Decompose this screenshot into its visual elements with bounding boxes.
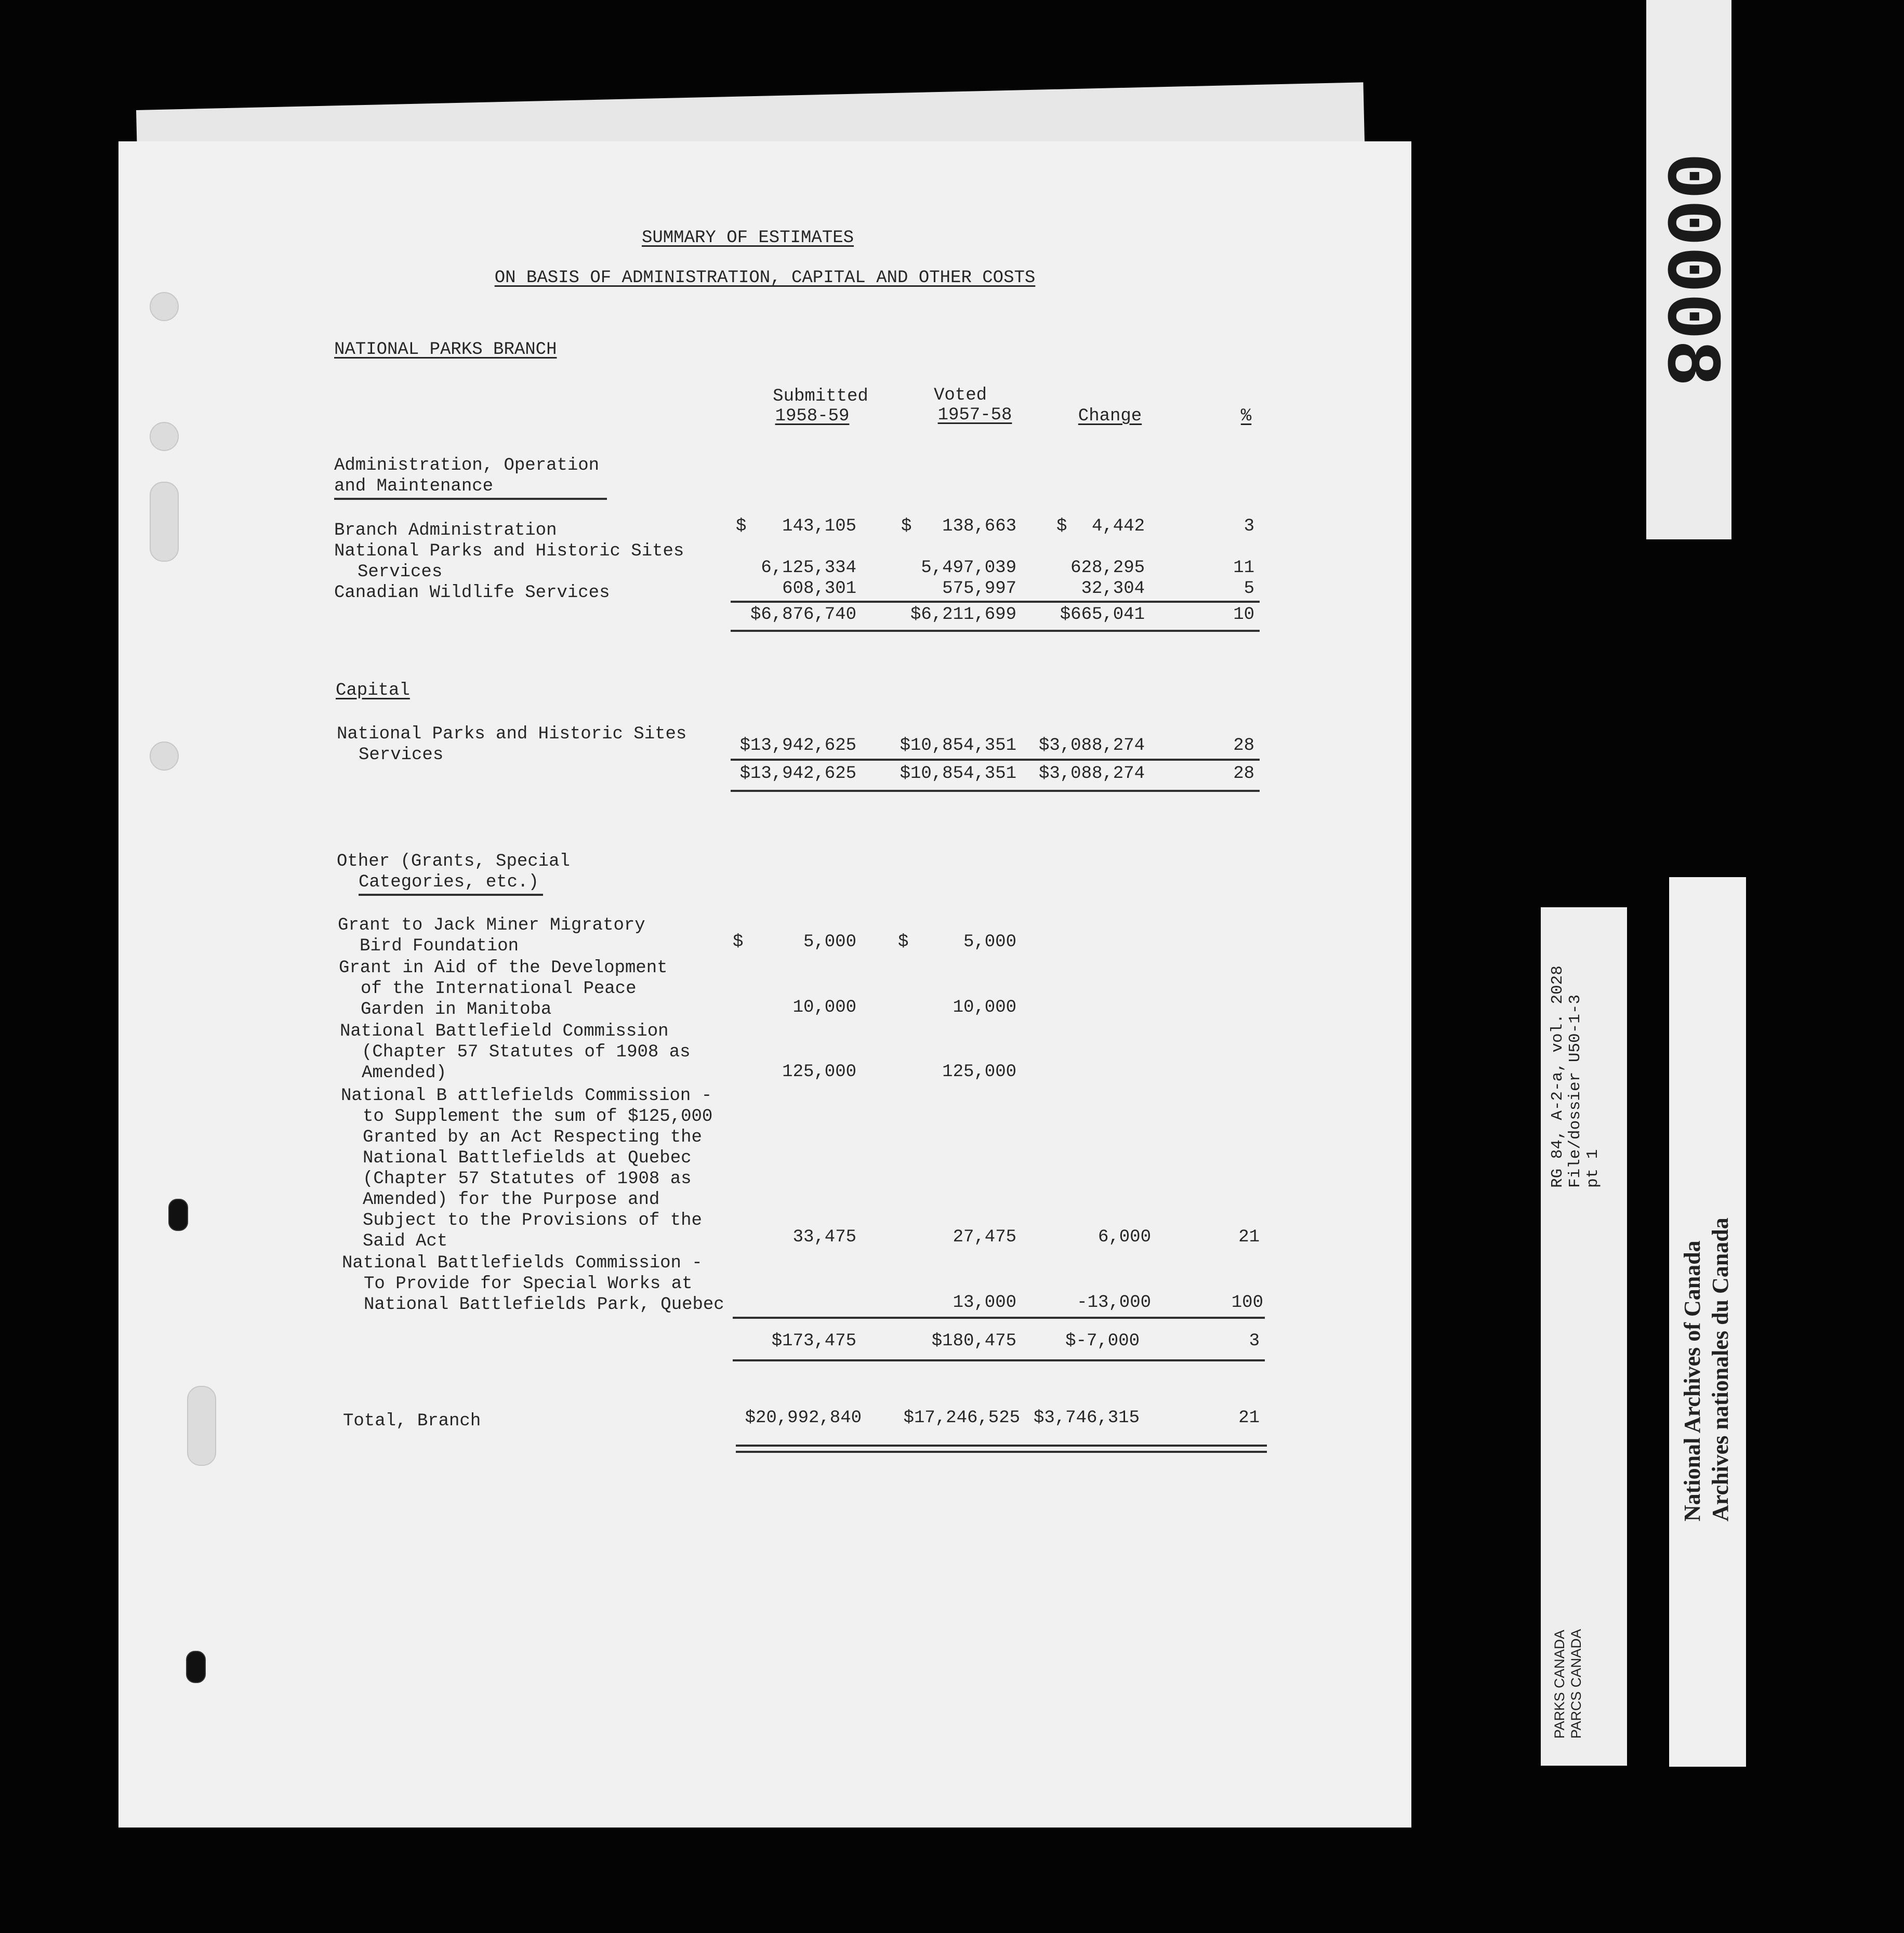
- row-label: National Parks and Historic Sites: [334, 541, 684, 561]
- document-page: [118, 141, 1411, 1828]
- section-heading-admin: Administration, Operation: [334, 456, 600, 475]
- cell-voted: 575,997: [942, 579, 1016, 599]
- punch-hole: [150, 742, 179, 771]
- row-label: of the International Peace: [361, 979, 637, 999]
- grand-total-change: $3,746,315: [1033, 1408, 1140, 1428]
- row-label: Grant to Jack Miner Migratory: [338, 916, 645, 935]
- dollar-sign: $: [901, 517, 912, 536]
- row-label: Services: [359, 745, 444, 765]
- slip-reference-line: RG 84, A-2-a, vol. 2028: [1549, 965, 1567, 1188]
- cell-change: 628,295: [1070, 558, 1145, 578]
- dollar-sign: $: [898, 932, 909, 952]
- punch-hole: [168, 1199, 188, 1231]
- col-voted-label: Voted: [933, 386, 987, 405]
- cell-change: 6,000: [1098, 1227, 1151, 1247]
- row-label: Subject to the Provisions of the: [363, 1211, 702, 1230]
- cell-voted: 13,000: [953, 1293, 1016, 1313]
- slip-reference-line: pt 1: [1584, 1149, 1602, 1188]
- subtotal-rule: [731, 601, 1260, 603]
- cell-voted: 5,000: [963, 932, 1016, 952]
- row-label: Amended): [362, 1063, 447, 1083]
- punch-hole: [150, 482, 179, 562]
- row-label: Branch Administration: [334, 521, 557, 540]
- archive-label-line: National Archives of Canada: [1680, 1240, 1705, 1521]
- row-label: (Chapter 57 Statutes of 1908 as: [362, 1042, 691, 1062]
- row-label: Said Act: [363, 1232, 448, 1251]
- cell-submitted: 125,000: [782, 1062, 856, 1082]
- row-label: (Chapter 57 Statutes of 1908 as: [363, 1169, 692, 1189]
- subtotal-pct: 10: [1233, 605, 1254, 625]
- cell-voted: 125,000: [942, 1062, 1016, 1082]
- subtotal-submitted: $6,876,740: [750, 605, 856, 625]
- cell-voted: 138,663: [942, 517, 1016, 536]
- grand-total-pct: 21: [1238, 1408, 1260, 1428]
- slip-agency-line: PARCS CANADA: [1568, 1629, 1584, 1739]
- cell-pct: 100: [1231, 1293, 1263, 1313]
- subtotal-voted: $180,475: [931, 1331, 1016, 1351]
- punch-hole: [150, 422, 179, 451]
- cell-submitted: 5,000: [803, 932, 856, 952]
- subtotal-voted: $6,211,699: [910, 605, 1016, 625]
- dollar-sign: $: [736, 517, 747, 536]
- row-label: National Parks and Historic Sites: [337, 724, 687, 744]
- row-label: to Supplement the sum of $125,000: [363, 1107, 713, 1127]
- subtotal-rule: [731, 759, 1260, 761]
- cell-change: 4,442: [1091, 517, 1145, 536]
- cell-pct: 21: [1238, 1227, 1260, 1247]
- archive-reference-slip: [1541, 907, 1627, 1766]
- total-rule: [731, 790, 1260, 792]
- section-heading-other: Categories, etc.): [359, 872, 539, 892]
- section-heading-other: Other (Grants, Special: [337, 852, 570, 871]
- row-label: Amended) for the Purpose and: [363, 1190, 660, 1210]
- row-label: National Battlefields at Quebec: [363, 1148, 692, 1168]
- archive-label-line: Archives nationales du Canada: [1708, 1217, 1733, 1521]
- section-heading-capital: Capital: [336, 681, 410, 700]
- cell-voted: 27,475: [953, 1227, 1016, 1247]
- cell-pct: 11: [1233, 558, 1254, 578]
- branch-heading: NATIONAL PARKS BRANCH: [334, 340, 557, 360]
- archive-label-strip: [1669, 877, 1746, 1767]
- grand-total-submitted: $20,992,840: [745, 1408, 862, 1428]
- cell-voted: 10,000: [953, 998, 1016, 1017]
- dollar-sign: $: [733, 932, 744, 952]
- row-label: Services: [358, 562, 443, 582]
- section-heading-admin: and Maintenance: [334, 476, 494, 496]
- subtotal-voted: $10,854,351: [900, 764, 1016, 784]
- heading-underline: [359, 894, 543, 896]
- subtotal-submitted: $13,942,625: [739, 764, 856, 784]
- cell-change: 32,304: [1081, 579, 1145, 599]
- cell-submitted: 143,105: [782, 517, 856, 536]
- row-label: Canadian Wildlife Services: [334, 583, 610, 603]
- slip-agency-line: PARKS CANADA: [1552, 1630, 1567, 1739]
- col-submitted-label: Submitted: [773, 387, 868, 406]
- total-rule: [733, 1359, 1265, 1361]
- grand-total-double-rule: [736, 1445, 1267, 1453]
- col-change-label: Change: [1078, 406, 1142, 426]
- subtotal-rule: [733, 1317, 1265, 1319]
- cell-submitted: 608,301: [782, 579, 856, 599]
- grand-total-voted: $17,246,525: [903, 1408, 1020, 1428]
- punch-hole: [150, 292, 179, 321]
- row-label: Grant in Aid of the Development: [339, 958, 668, 978]
- subtotal-change: $665,041: [1060, 605, 1145, 625]
- cell-pct: 28: [1233, 736, 1254, 756]
- document-title: SUMMARY OF ESTIMATES: [641, 228, 854, 248]
- col-pct-label: %: [1240, 406, 1252, 426]
- row-label: National Battlefields Commission -: [342, 1253, 703, 1273]
- frame-digit: 00008: [1645, 152, 1734, 387]
- subtotal-pct: 28: [1233, 764, 1254, 784]
- cell-pct: 5: [1244, 579, 1254, 599]
- dollar-sign: $: [1056, 517, 1067, 536]
- cell-voted: 5,497,039: [921, 558, 1016, 578]
- row-label: National Battlefields Park, Quebec: [364, 1295, 724, 1315]
- cell-submitted: 6,125,334: [761, 558, 856, 578]
- total-rule: [731, 630, 1260, 632]
- cell-voted: $10,854,351: [900, 736, 1016, 756]
- cell-pct: 3: [1244, 517, 1254, 536]
- row-label: National B attlefields Commission -: [341, 1086, 712, 1106]
- row-label: Garden in Manitoba: [361, 1000, 552, 1020]
- cell-submitted: $13,942,625: [739, 736, 856, 756]
- row-label: National Battlefield Commission: [340, 1022, 669, 1041]
- subtotal-change: $3,088,274: [1038, 764, 1145, 784]
- col-voted-year: 1957-58: [937, 405, 1012, 425]
- row-label: Granted by an Act Respecting the: [363, 1128, 702, 1147]
- row-label: Bird Foundation: [360, 936, 519, 956]
- cell-change: $3,088,274: [1038, 736, 1145, 756]
- frame-number-strip: [1645, 0, 1734, 539]
- subtotal-submitted: $173,475: [771, 1331, 856, 1351]
- col-submitted-year: 1958-59: [775, 406, 850, 426]
- subtotal-change: $-7,000: [1065, 1331, 1140, 1351]
- punch-hole: [186, 1651, 206, 1683]
- document-subtitle: ON BASIS OF ADMINISTRATION, CAPITAL AND OTHER COSTS: [494, 268, 1036, 288]
- row-label: To Provide for Special Works at: [364, 1274, 693, 1294]
- cell-change: -13,000: [1077, 1293, 1151, 1313]
- grand-total-label: Total, Branch: [343, 1411, 481, 1431]
- punch-hole: [187, 1386, 216, 1466]
- heading-underline: [334, 498, 607, 500]
- cell-submitted: 10,000: [792, 998, 856, 1017]
- slip-reference-line: File/dossier U50-1-3: [1566, 994, 1584, 1188]
- cell-submitted: 33,475: [792, 1227, 856, 1247]
- subtotal-pct: 3: [1249, 1331, 1260, 1351]
